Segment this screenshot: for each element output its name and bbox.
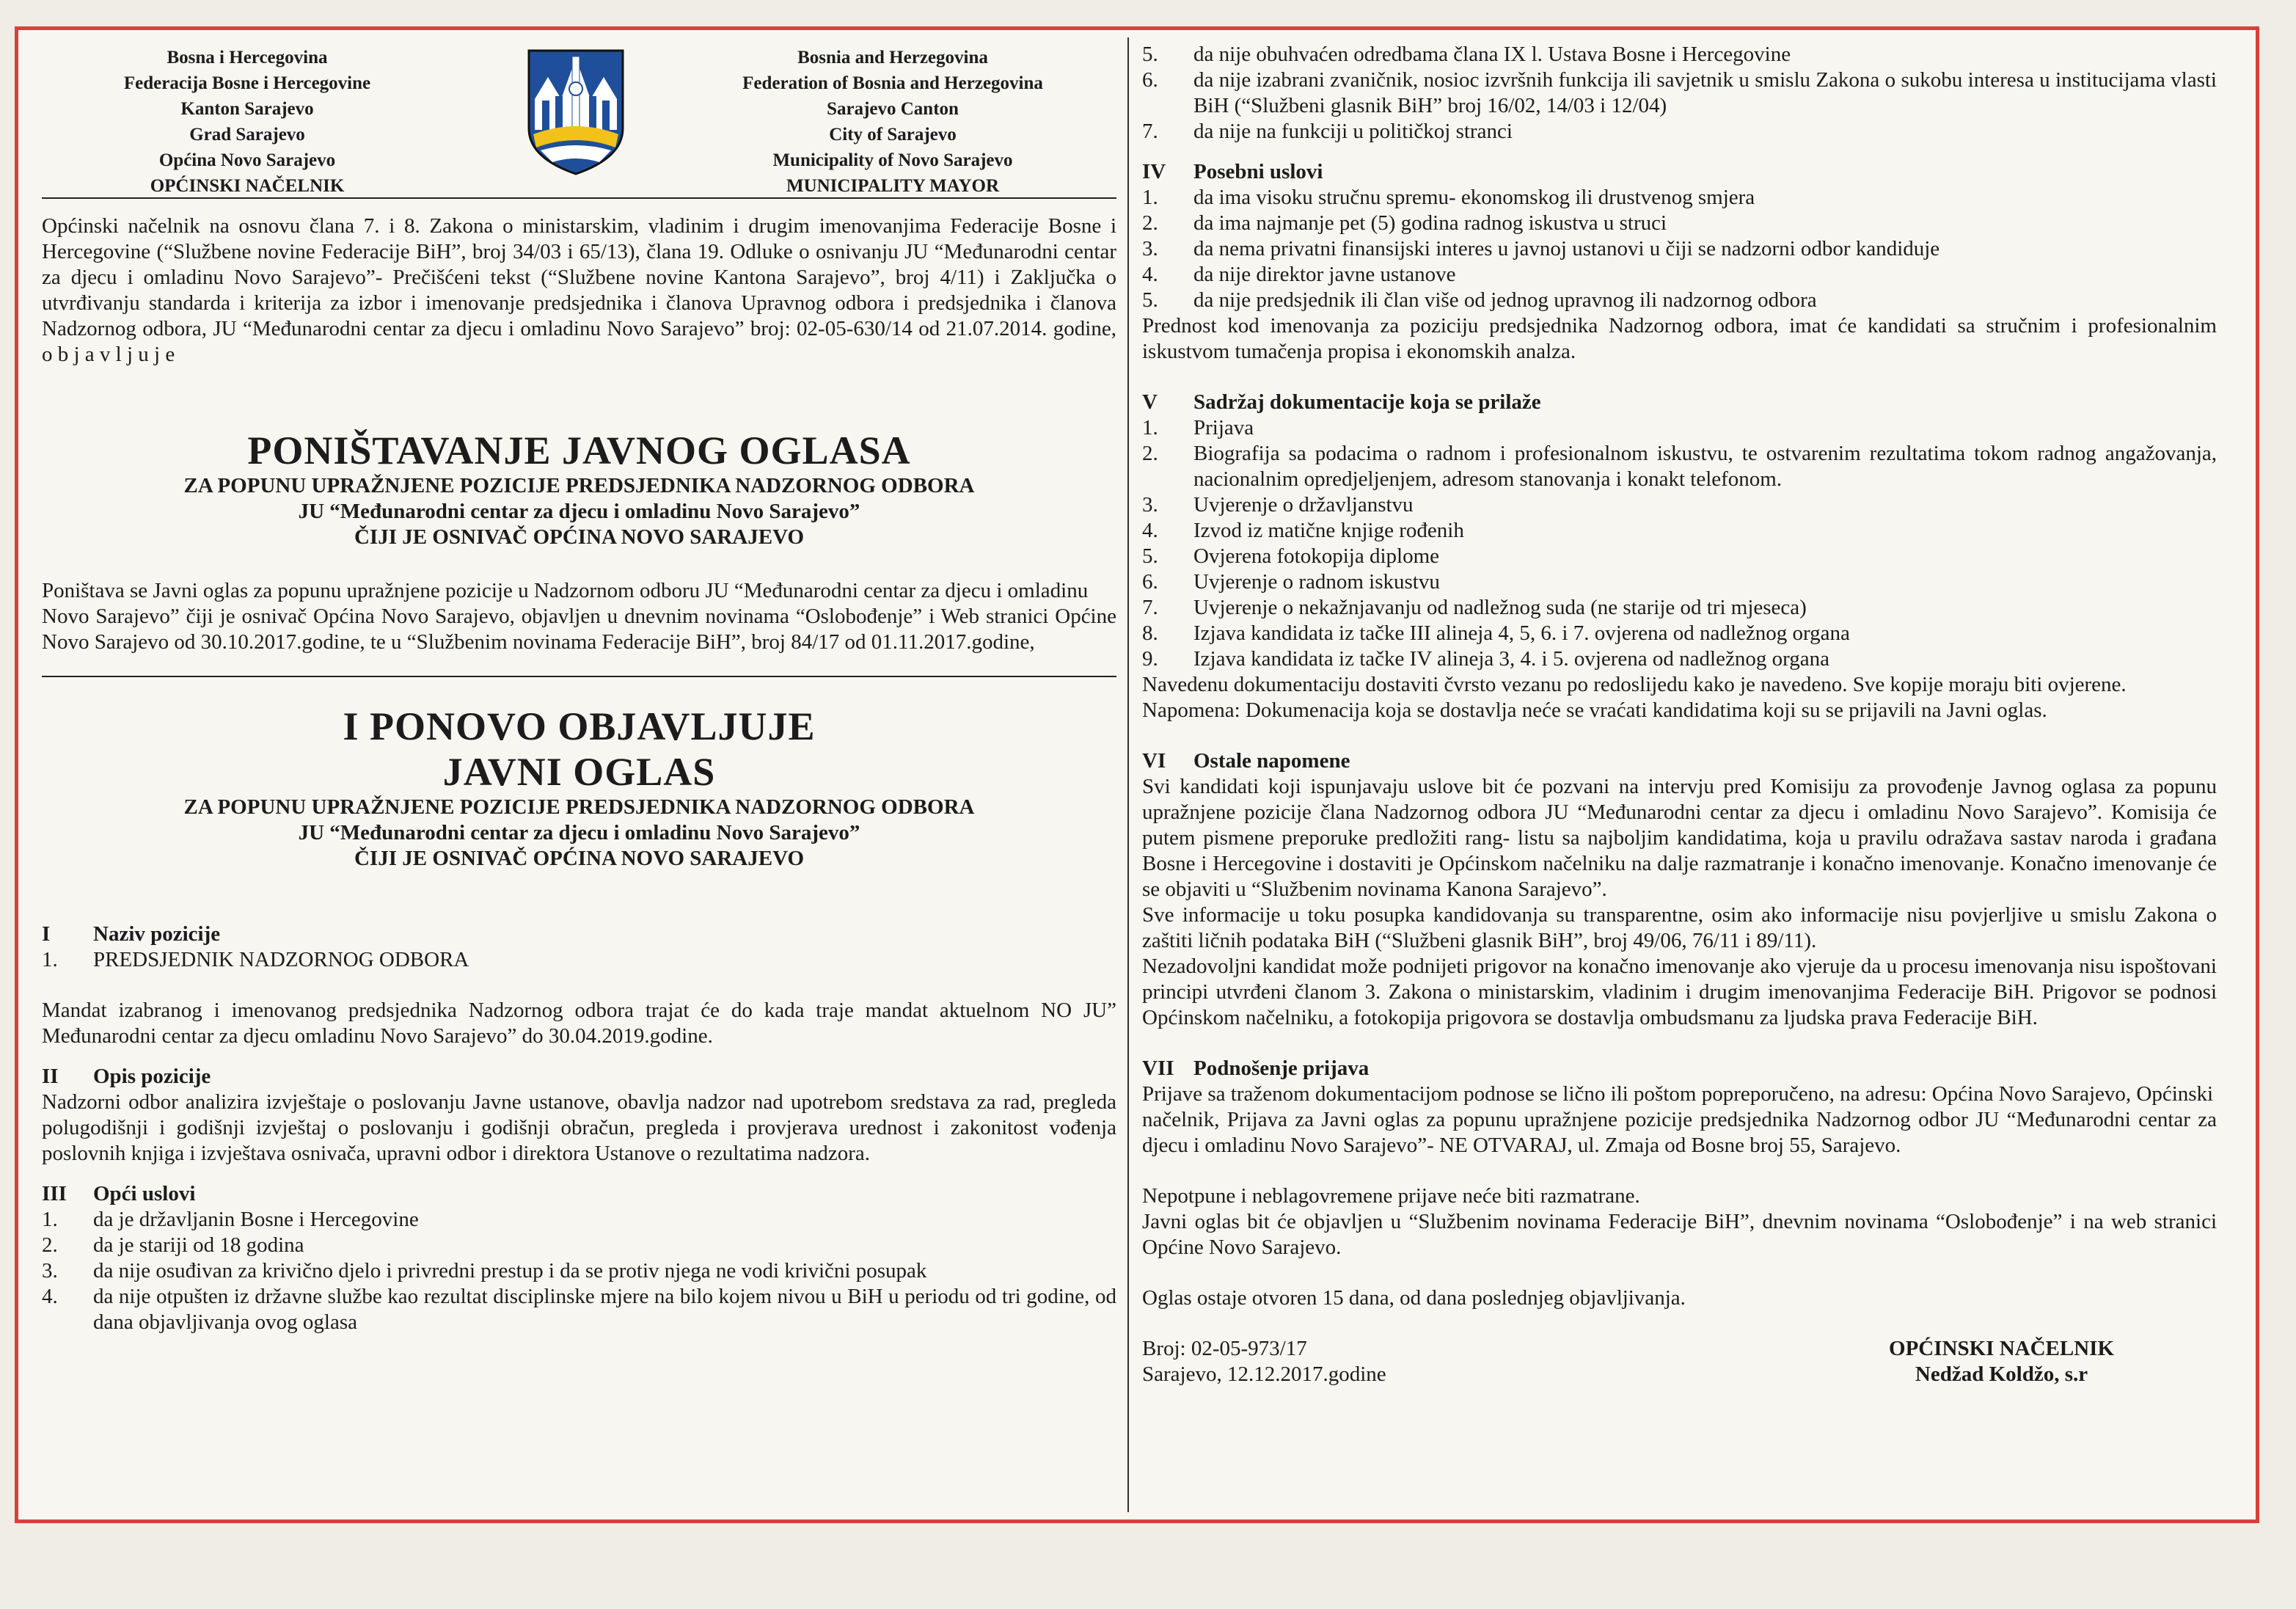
- letterhead-right-line: Bosnia and Herzegovina: [797, 48, 988, 68]
- section-heading: VI Ostale napomene: [1142, 749, 1350, 773]
- section-heading: IV Posebni uslovi: [1142, 160, 1323, 183]
- submission-paragraph: načelnik, Prijava za Javni oglas za popunu upražnjene pozicije predsjednika Nadzornog odbor JU “Međunarodni centar za djecu i omladinu Novo Sarajevo”- NE OTVARAJ, ul. Zmaja od Bosne broj 55, Sarajevo.: [1142, 1108, 2217, 1157]
- letterhead-left-line: Općina Novo Sarajevo: [158, 150, 336, 170]
- list-item: 5. da nije obuhvaćen odredbama člana IX l. Ustava Bosne i Hercegovine: [1142, 43, 1791, 66]
- repost-subtitle: ČIJI JE OSNIVAČ OPĆINA NOVO SARAJEVO: [354, 847, 805, 870]
- section-heading: II Opis pozicije: [42, 1065, 211, 1088]
- cancel-title: PONIŠTAVANJE JAVNOG OGLASA: [247, 428, 911, 473]
- list-item: 5. da nije predsjednik ili član više od jednog upravnog ili nadzornog odbora: [1142, 288, 1817, 312]
- letterhead-right: [702, 45, 1083, 199]
- other-notes-paragraph: Svi kandidati koji ispunjavaju uslove bit će pozvani na intervju pred Komisiju za provođenje Javnog oglasa za popunu upražnjene pozicije člana Nadzornog odbora JU “Međunarodni centar za djecu i omladinu Novo Sarajevo”. Komisija će putem pismene preporuke predložiti rang- listu sa najboljim kandidatima, koja u pravilu odražava sastav naroda i građana Bosne i Hercegovine i dostaviti je Općinskom načelniku na dalje razmatranje i konačno imenovanje. Konačno imenovanje će se objaviti u “Službenim novinama Kanona Sarajevo”.: [1142, 775, 2217, 901]
- section-rule: [42, 676, 1116, 677]
- list-item: 6. da nije izabrani zvaničnik, nosioc izvršnih funkcija ili savjetnik u smislu Zakona o sukobu interesa u institucijama vlasti BiH (“Službeni glasnik BiH” broj 16/02, 14/03 i 12/04): [1142, 68, 2217, 117]
- list-item: 6. Uvjerenje o radnom iskustvu: [1142, 570, 1440, 594]
- letterhead-right-line: Municipality of Novo Sarajevo: [772, 150, 1013, 170]
- list-item: 8. Izjava kandidata iz tačke III alineja 4, 5, 6. i 7. ovjerena od nadležnog organa: [1142, 621, 1850, 645]
- list-item: 1. Prijava: [1142, 416, 1254, 439]
- list-item: 4. da nije otpušten iz državne službe kao rezultat disciplinske mjere na bilo kojem nivou u BiH u periodu od tri godine, od dana objavljivanja ovog oglasa: [42, 1285, 1116, 1334]
- letterhead-rule: [42, 197, 1116, 199]
- bleed-through-text: [1144, 0, 2245, 22]
- left-column: [42, 42, 1116, 1335]
- reference-block: [1142, 1336, 1386, 1387]
- submission-paragraph: Prijave sa traženom dokumentacijom podnose se lično ili poštom popreporučeno, na adresu: Općina Novo Sarajevo, Općinski: [1142, 1082, 2214, 1106]
- submission-paragraph: Nepotpune i neblagovremene prijave neće biti razmatrane.: [1142, 1184, 1640, 1208]
- list-item: 5. Ovjerena fotokopija diplome: [1142, 544, 1440, 568]
- signatory-name: Nedžad Koldžo, s.r: [1915, 1362, 2088, 1386]
- letterhead-left-line: Kanton Sarajevo: [180, 99, 314, 119]
- section-heading: III Opći uslovi: [42, 1182, 196, 1205]
- intro-paragraph: Općinski načelnik na osnovu člana 7. i 8. Zakona o ministarskim, vladinim i drugim imenovanjima Federacije Bosne i Hercegovine (“Službene novine Federacije BiH”, broj 34/03 i 65/13), člana 19. Odluke o osnivanju JU “Međunarodni centar za djecu i omladinu Novo Sarajevo”- Prečišćeni tekst (“Službene novine Kantona Sarajevo”, broj 4/11) i Zaključka o utvrđivanju standarda i kriterija za izbor i imenovanje predsjednika i članova Upravnog odbora i predsjednika i članova Nadzornog odbora, JU “Međunarodni centar za djecu i omladinu Novo Sarajevo” broj: 02-05-630/14 od 21.07.2014. godine, o b j a v l j u j e: [42, 214, 1116, 366]
- list-item: 1. PREDSJEDNIK NADZORNOG ODBORA: [42, 948, 469, 971]
- cancel-text: Novo Sarajevo” čiji je osnivač Općina Novo Sarajevo, objavljen u dnevnim novinama “Oslobođenje” i Web stranici Općine Novo Sarajevo od 30.10.2017.godine, te u “Službenim novinama Federacije BiH”, broj 84/17 od 01.11.2017.godine,: [42, 605, 1116, 654]
- repost-title: I PONOVO OBJAVLJUJE: [343, 704, 816, 748]
- list-item: 2. Biografija sa podacima o radnom i profesionalnom iskustvu, te ostvarenim rezultatima tokom radnog angažovanja, nacionalnim opredjeljenjem, adresom stanovanja i konakt telefonom.: [1142, 442, 2217, 491]
- letterhead-left-line: OPĆINSKI NAČELNIK: [150, 176, 345, 196]
- letterhead-right-line: Sarajevo Canton: [827, 99, 959, 119]
- letterhead-right-line: City of Sarajevo: [829, 125, 957, 145]
- priority-note: Prednost kod imenovanja za poziciju predsjednika Nadzornog odbora, imat će kandidati sa stručnim i profesionalnim iskustvom tumačenja propisa i ekonomskih analza.: [1142, 314, 2217, 363]
- municipal-coat-of-arms-icon: [526, 48, 626, 177]
- position-description: Nadzorni odbor analizira izvještaje o poslovanju Javne ustanove, obavlja nadzor nad upotrebom sredstava za rad, pregleda polugodišnji i godišnji izvještaj o poslovanju i godišnji obračun, pregleda i provjerava urednost i zakonitost vođenja poslovnih knjiga i izvještava osnivača, upravni odbor i direktora Ustanove o rezultatima nadzora.: [42, 1090, 1116, 1165]
- letterhead-right-line: MUNICIPALITY MAYOR: [786, 176, 1000, 196]
- place-date: Sarajevo, 12.12.2017.godine: [1142, 1362, 1386, 1386]
- reference-number: Broj: 02-05-973/17: [1142, 1337, 1307, 1360]
- submission-paragraph: Javni oglas bit će objavljen u “Službenim novinama Federacije BiH”, dnevnim novinama “Oslobođenje” i na web stranici Općine Novo Sarajevo.: [1142, 1210, 2217, 1259]
- list-item: 4. da nije direktor javne ustanove: [1142, 263, 1456, 286]
- repost-subtitle: JU “Međunarodni centar za djecu i omladinu Novo Sarajevo”: [298, 821, 860, 844]
- cancel-subtitle: JU “Međunarodni centar za djecu i omladinu Novo Sarajevo”: [298, 500, 860, 523]
- cancel-subtitle: ČIJI JE OSNIVAČ OPĆINA NOVO SARAJEVO: [354, 525, 805, 549]
- mandate-text: Mandat izabranog i imenovanog predsjednika Nadzornog odbora trajat će do kada traje mandat aktuelnom NO JU” Međunarodni centar za djecu omladinu Novo Sarajevo” do 30.04.2019.godine.: [42, 999, 1116, 1048]
- letterhead: [42, 42, 1116, 196]
- list-item: 7. da nije na funkciji u političkoj stranci: [1142, 120, 1513, 143]
- section-heading: V Sadržaj dokumentacije koja se prilaže: [1142, 390, 1541, 414]
- list-item: 2. da ima najmanje pet (5) godina radnog iskustva u struci: [1142, 211, 1667, 235]
- right-column: [1142, 42, 2217, 1387]
- submission-paragraph: Oglas ostaje otvoren 15 dana, od dana poslednjeg objavljivanja.: [1142, 1286, 1686, 1310]
- column-divider: [1127, 37, 1129, 1512]
- section-heading: VII Podnošenje prijava: [1142, 1057, 1370, 1080]
- letterhead-left-line: Bosna i Hercegovina: [167, 48, 328, 68]
- letterhead-left: [71, 45, 423, 199]
- list-item: 3. da nije osuđivan za krivično djelo i privredni prestup i da se protiv njega ne vodi krivični posupak: [42, 1259, 927, 1283]
- section-heading: I Naziv pozicije: [42, 922, 221, 946]
- cancel-text: Poništava se Javni oglas za popunu upražnjene pozicije u Nadzornom odboru JU “Međunarodni centar za djecu i omladinu: [42, 579, 1089, 602]
- list-item: 1. da ima visoku stručnu spremu- ekonomskog ili drustvenog smjera: [1142, 186, 1755, 209]
- other-notes-paragraph: Nezadovoljni kandidat može podnijeti prigovor na konačno imenovanje ako vjeruje da u procesu imenovanja nisu ispoštovani principi utvrđeni članom 3. Zakona o ministarskim, vladinim i drugim imenovanjima Federacije BiH. Prigovor se podnosi Općinskom načelniku, a fotokopija prigovora se dostavlja ombudsmanu za ljudska prava Federacije BiH.: [1142, 955, 2217, 1029]
- signatory-title: OPĆINSKI NAČELNIK: [1889, 1337, 2114, 1360]
- list-item: 1. da je državljanin Bosne i Hercegovine: [42, 1208, 419, 1231]
- repost-subtitle: ZA POPUNU UPRAŽNJENE POZICIJE PREDSJEDNIKA NADZORNOG ODBORA: [183, 795, 975, 819]
- documents-note: Napomena: Dokumenacija koja se dostavlja neće se vraćati kandidatima koji su se prijavili na Javni oglas.: [1142, 698, 2047, 722]
- list-item: 2. da je stariji od 18 godina: [42, 1233, 304, 1257]
- letterhead-left-line: Federacija Bosne i Hercegovine: [123, 73, 371, 93]
- cancel-subtitle: ZA POPUNU UPRAŽNJENE POZICIJE PREDSJEDNIKA NADZORNOG ODBORA: [183, 474, 975, 497]
- documents-note: Navedenu dokumentaciju dostaviti čvrsto vezanu po redoslijedu kako je navedeno. Sve kopije moraju biti ovjerene.: [1142, 673, 2127, 696]
- repost-title: JAVNI OGLAS: [442, 750, 716, 794]
- list-item: 3. da nema privatni finansijski interes u javnoj ustanovi u čiji se nadzorni odbor kandiduje: [1142, 237, 1940, 260]
- list-item: 9. Izjava kandidata iz tačke IV alineja 3, 4. i 5. ovjerena od nadležnog organa: [1142, 647, 1829, 671]
- letterhead-left-line: Grad Sarajevo: [189, 125, 305, 145]
- signatory: [1889, 1336, 2114, 1387]
- signature-block: [1142, 1336, 2217, 1387]
- list-item: 7. Uvjerenje o nekažnjavanju od nadležnog suda (ne starije od tri mjeseca): [1142, 596, 1807, 619]
- list-item: 3. Uvjerenje o državljanstvu: [1142, 493, 1414, 517]
- announcement-frame: [15, 26, 2259, 1523]
- letterhead-right-line: Federation of Bosnia and Herzegovina: [742, 73, 1043, 93]
- list-item: 4. Izvod iz matične knjige rođenih: [1142, 519, 1464, 542]
- other-notes-paragraph: Sve informacije u toku posupka kandidovanja su transparentne, osim ako informacije nisu povjerljive u smislu Zakona o zaštiti ličnih podataka BiH (“Službeni glasnik BiH”, broj 49/06, 76/11 i 89/11).: [1142, 903, 2217, 952]
